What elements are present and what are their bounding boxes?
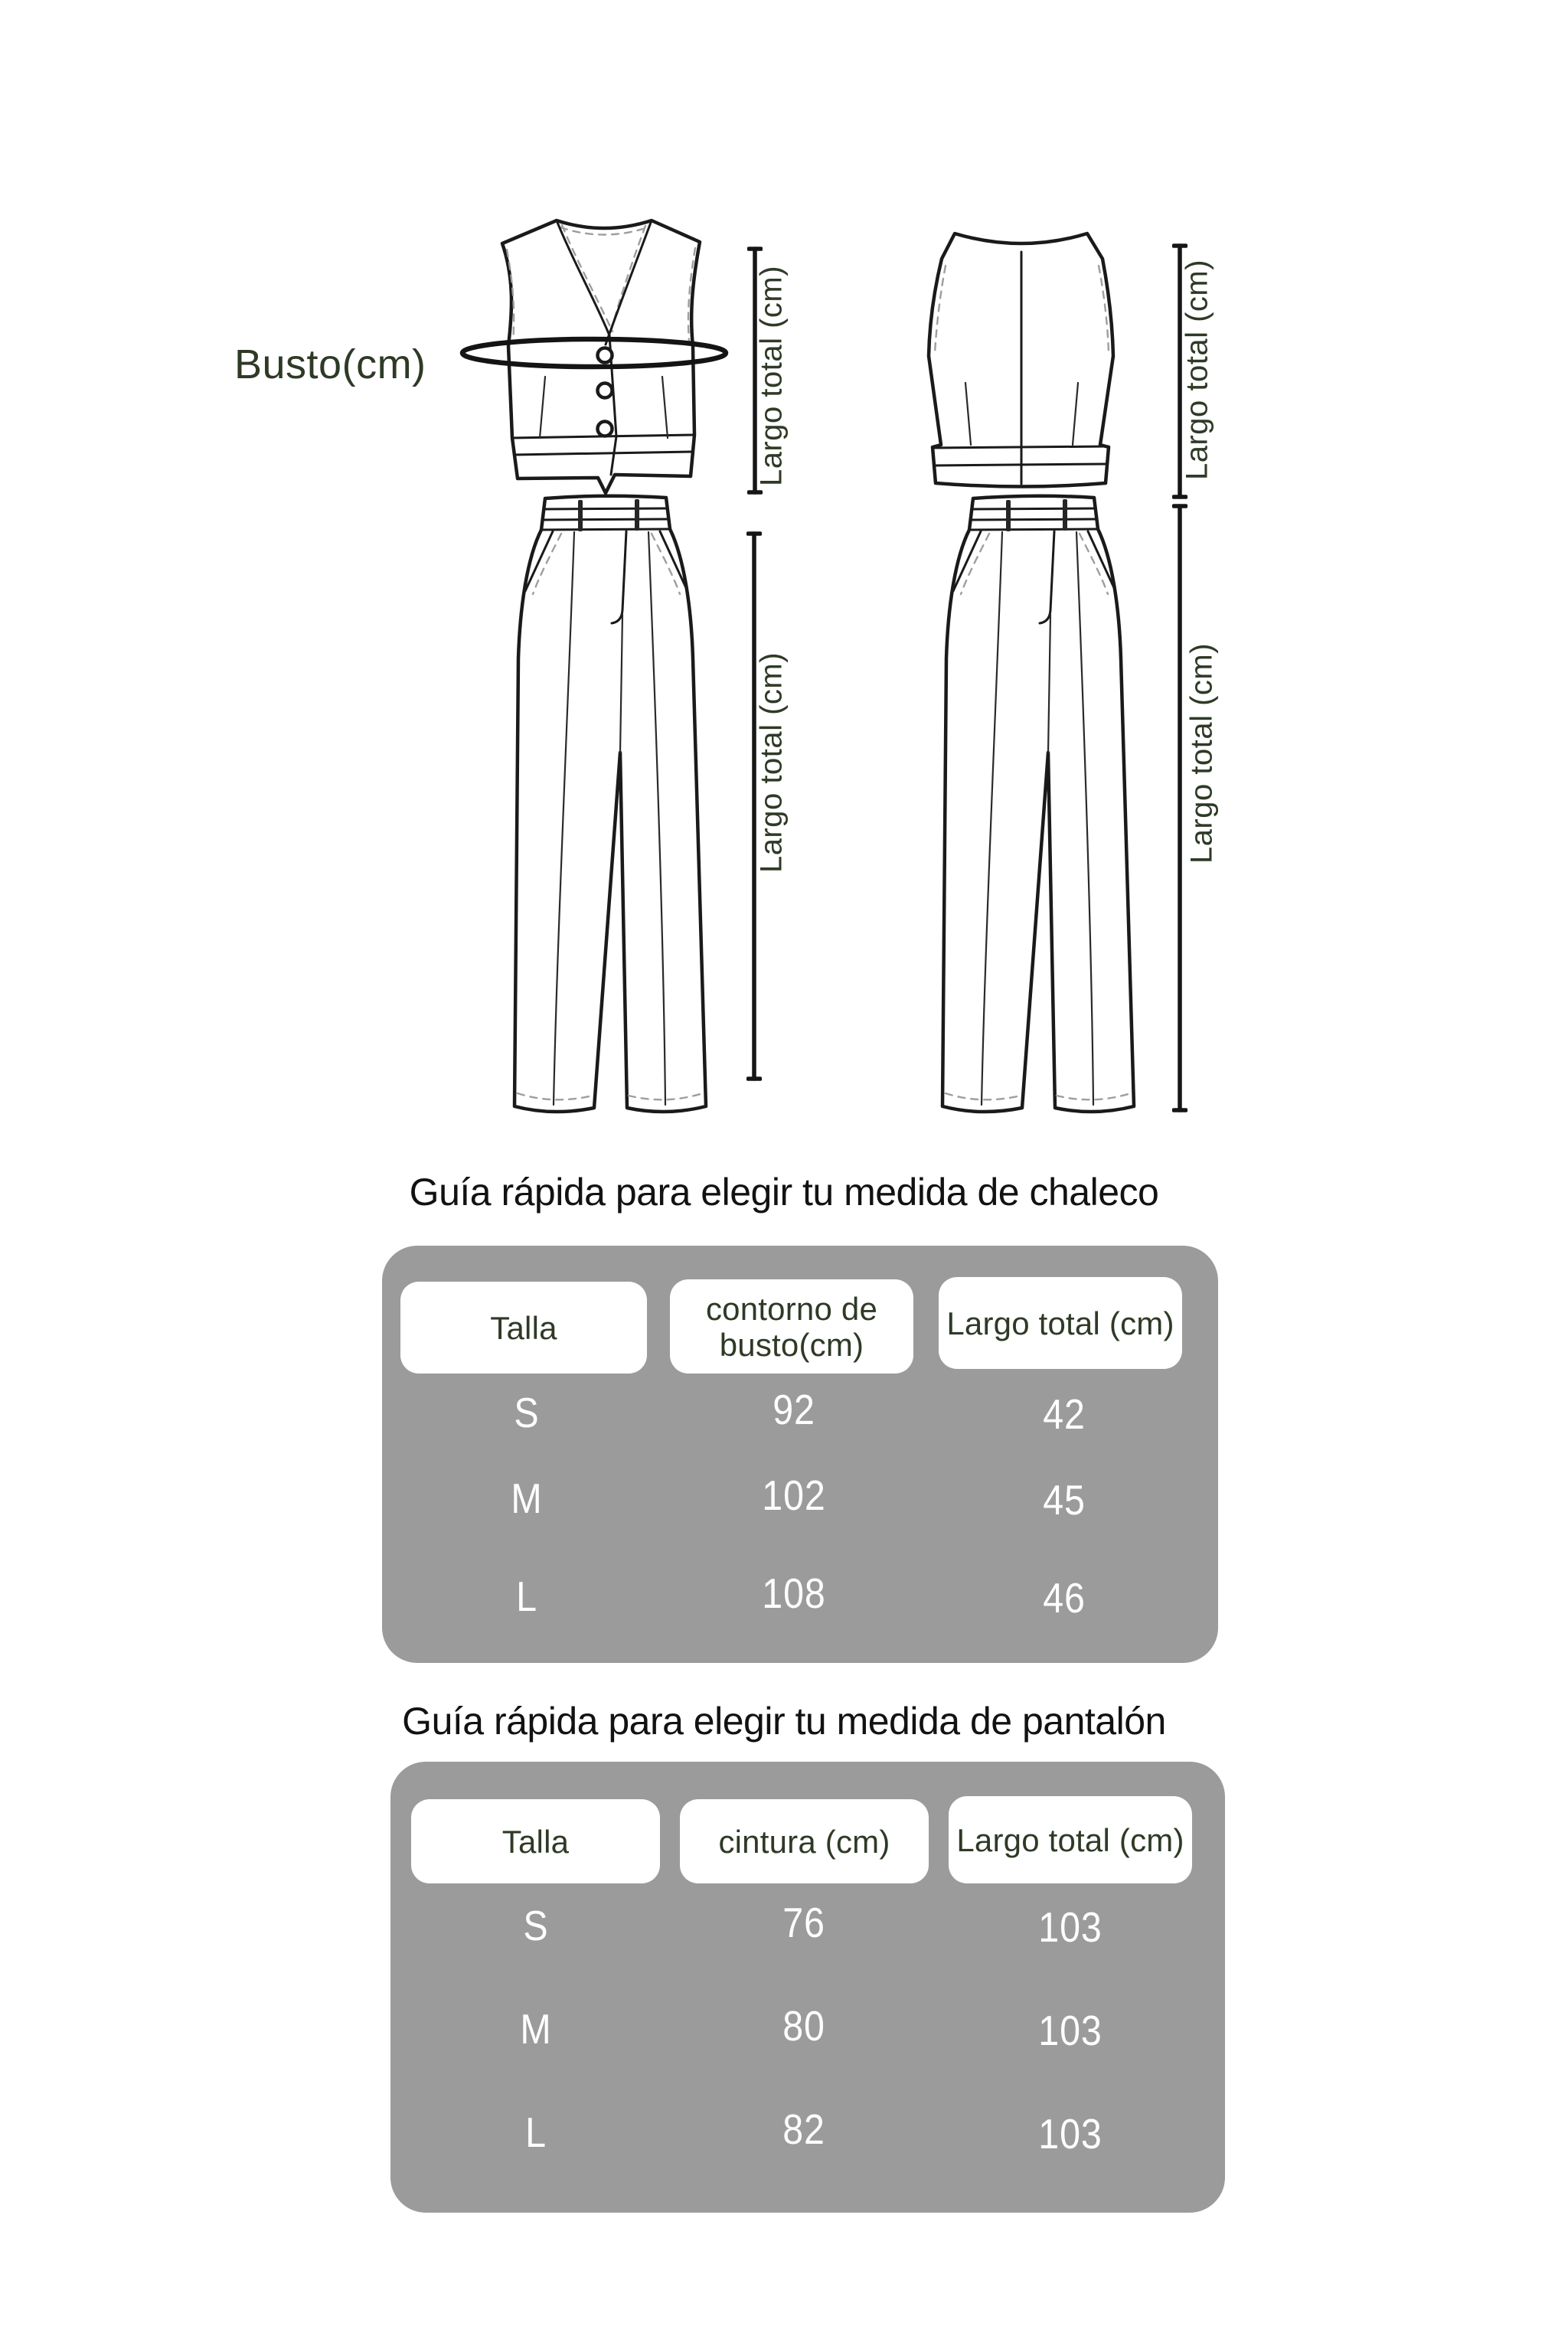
vest-row-l-length: 46 [1043,1574,1086,1622]
pants-table-header-talla-label: Talla [501,1823,570,1860]
vest-row-l-bust: 108 [762,1570,826,1617]
pants-table-header-length-label: Largo total (cm) [956,1821,1184,1858]
pants-row-m-size: M [520,2005,552,2053]
pants-size-table [390,1762,1225,2213]
vest-table-header-bust-label: contorno de busto(cm) [705,1290,878,1363]
pants-back-length-label: Largo total (cm) [1184,642,1219,864]
vest-row-m-size: M [511,1475,543,1522]
vest-row-l-size: L [516,1573,537,1620]
vest-table-header-length-label: Largo total (cm) [946,1305,1174,1341]
pants-row-s-waist: 76 [782,1899,825,1946]
pants-row-l-size: L [525,2109,547,2156]
vest-row-s-size: S [514,1389,540,1436]
vest-size-table [382,1246,1218,1663]
pants-row-s-length: 103 [1038,1903,1102,1951]
pants-table-header-waist-label: cintura (cm) [718,1823,890,1860]
vest-row-s-length: 42 [1043,1390,1086,1438]
pants-table-header-talla [411,1799,660,1883]
vest-table-header-talla [400,1282,647,1374]
vest-row-m-length: 45 [1043,1476,1086,1524]
pants-row-s-size: S [523,1902,549,1949]
pants-back-silhouette [942,496,1134,1112]
pants-row-l-length: 103 [1038,2110,1102,2158]
vest-table-header-length [939,1277,1182,1369]
pants-row-m-waist: 80 [782,2002,825,2050]
vest-back-drawing [917,226,1124,490]
pants-back-drawing [929,494,1148,1118]
bust-ellipse [458,335,730,371]
pants-guide-title: Guía rápida para elegir tu medida de pantalón [402,1700,1166,1743]
vest-front-length-label: Largo total (cm) [754,265,789,487]
vest-guide-title: Guía rápida para elegir tu medida de chaleco [409,1171,1159,1214]
pants-table-header-length [949,1796,1192,1883]
vest-table-header-bust [670,1279,913,1374]
vest-table-header-talla-label: Talla [490,1309,557,1346]
pants-table-header-waist [680,1799,929,1883]
vest-row-m-bust: 102 [762,1472,826,1519]
vest-back-length-label: Largo total (cm) [1180,259,1214,481]
bust-measure-label: Busto(cm) [234,341,426,387]
pants-row-l-waist: 82 [782,2105,825,2153]
vest-row-s-bust: 92 [773,1386,815,1433]
pants-front-length-label: Largo total (cm) [754,652,789,874]
pants-front-silhouette [514,496,706,1112]
pants-row-m-length: 103 [1038,2007,1102,2054]
pants-front-drawing [501,494,720,1118]
